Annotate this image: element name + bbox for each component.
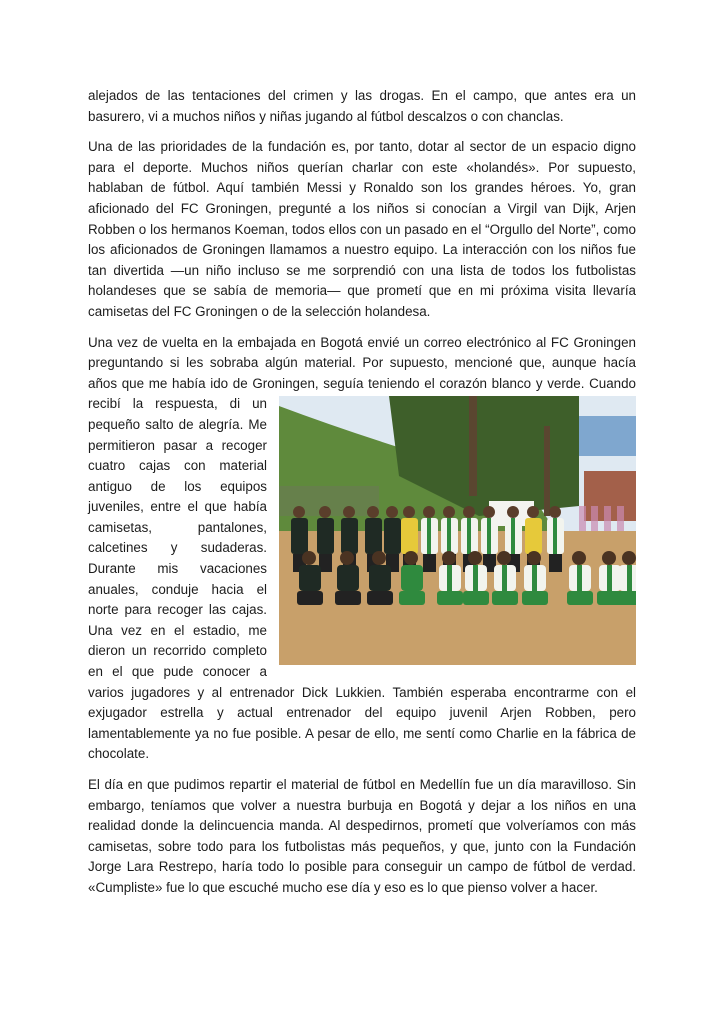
photo-player-shirt [401,518,418,554]
photo-player-head [549,506,561,518]
photo-player-shirt [291,518,308,554]
paragraph-3 [88,333,636,765]
photo-player-head [622,551,636,565]
photo-player-head [483,506,495,518]
photo-shirt-stripe [487,518,491,554]
document-page [88,86,636,909]
photo-shirt-stripe [502,565,507,591]
photo-player-shorts [492,591,518,605]
photo-player-shorts [367,591,393,605]
photo-player-shorts [297,591,323,605]
photo-shirt-stripe [627,565,632,591]
photo-player-shorts [437,591,463,605]
photo-player-head [527,551,541,565]
paragraph-2: Una de las prioridades de la fundación es, por tanto, dotar al sector de un espacio digno para el deporte. Muchos niños querían charlar con este «holandés». Por supuesto, hablaban de fútbol. Aquí también Messi y Ronaldo son los grandes héroes. Yo, gran aficionado del FC Groningen, pregunté a los niños si conocían a Virgil van Dijk, Arjen Robben o los hermanos Koeman, todos ellos con un pasado en el “Orgullo del Norte”, como los aficionados de Groningen llamamos a nuestro equipo. La interacción con los niños fue tan divertida —un niño incluso se me sorprendió con una lista de todos los futbolistas holandeses que se sabía de memoria— que prometí que en mi próxima visita llevaría camisetas del FC Groningen o de la selección holandesa. [88,139,636,319]
photo-player-head [403,506,415,518]
photo-player-head [443,506,455,518]
photo-player-head [442,551,456,565]
photo-player-shirt [299,565,321,591]
photo-player-head [367,506,379,518]
photo-player-shirt [369,565,391,591]
photo-spectator [579,506,586,531]
photo-player-shirt [401,565,423,591]
photo-spectator [604,506,611,531]
photo-shirt-stripe [427,518,431,554]
photo-shirt-stripe [607,565,612,591]
photo-shirt-stripe [467,518,471,554]
photo-player-shorts [549,554,562,572]
paragraph-3-body: recibí la respuesta, di un pequeño salto de alegría. Me permitieron pasar a recoger cuatro cajas con material antiguo de los equipos juveniles, entre el que había camisetas, pantalones, calcetines y sudaderas. Durante mis vacaciones anuales, conduje hacia el norte para recoger las cajas. Una vez en el estadio, me dieron un recorrido completo en el que pude conocer a varios jugadores y al entrenador Dick Lukkien. También esperaba encontrarme con el exjugador estrella y actual entrenador del equipo juvenil Arjen Robben, pero lamentablemente ya no fue posible. A pesar de ello, me sentí como Charlie en la fábrica de chocolate. [88,396,636,762]
team-photo-image [279,396,636,665]
photo-player-head [372,551,386,565]
paragraph-3-lead: Una vez de vuelta en la embajada en Bogotá envié un correo electrónico al FC Groningen preguntando si les sobraba algún material. Por supuesto, mencioné que, aunque hacía años que me había ido de Groningen, seguía teniendo el corazón blanco y verde. Cuando [88,334,636,391]
photo-player-shirt [337,565,359,591]
photo-player-head [602,551,616,565]
photo-shirt-stripe [553,518,557,554]
photo-player-shorts [335,591,361,605]
photo-spectator [617,506,624,531]
photo-player-head [302,551,316,565]
photo-player-head [423,506,435,518]
photo-player-head [463,506,475,518]
photo-shirt-stripe [577,565,582,591]
photo-player-head [340,551,354,565]
photo-player-head [404,551,418,565]
photo-shirt-stripe [473,565,478,591]
photo-spectator [591,506,598,531]
photo-player-head [572,551,586,565]
photo-shirt-stripe [447,565,452,591]
photo-player-head [527,506,539,518]
photo-player-head [319,506,331,518]
photo-player-head [497,551,511,565]
paragraph-1: alejados de las tentaciones del crimen y las drogas. En el campo, que antes era un basurero, vi a muchos niños y niñas jugando al fútbol descalzos o con chanclas. [88,88,636,124]
photo-player-shirt [341,518,358,554]
photo-player-head [293,506,305,518]
photo-player-shorts [423,554,436,572]
photo-player-shorts [399,591,425,605]
photo-player-shorts [617,591,636,605]
photo-tree-trunk [469,396,477,496]
paragraph-4: El día en que pudimos repartir el material de fútbol en Medellín fue un día maravilloso. Sin embargo, teníamos que volver a nuestra burbuja en Bogotá y dejar a los niños en una realidad donde la delincuencia manda. Al despedirnos, prometí que volveríamos con más camisetas, sobre todo para los futbolistas más pequeños, y que, junto con la Fundación Jorge Lara Restrepo, haría todo lo posible para conseguir un campo de fútbol de verdad. «Cumpliste» fue lo que escuché mucho ese día y eso es lo que pienso volver a hacer. [88,777,636,895]
photo-player-shirt [317,518,334,554]
photo-player-shorts [463,591,489,605]
photo-player-shorts [522,591,548,605]
team-photo [279,396,636,665]
photo-shirt-stripe [532,565,537,591]
photo-tree-trunk [544,426,550,516]
photo-player-head [386,506,398,518]
photo-player-head [343,506,355,518]
photo-player-head [507,506,519,518]
photo-player-shorts [567,591,593,605]
photo-player-shirt [384,518,401,554]
photo-player-head [468,551,482,565]
photo-player-shirt [525,518,542,554]
photo-shirt-stripe [447,518,451,554]
photo-player-shirt [365,518,382,554]
photo-shirt-stripe [511,518,515,554]
